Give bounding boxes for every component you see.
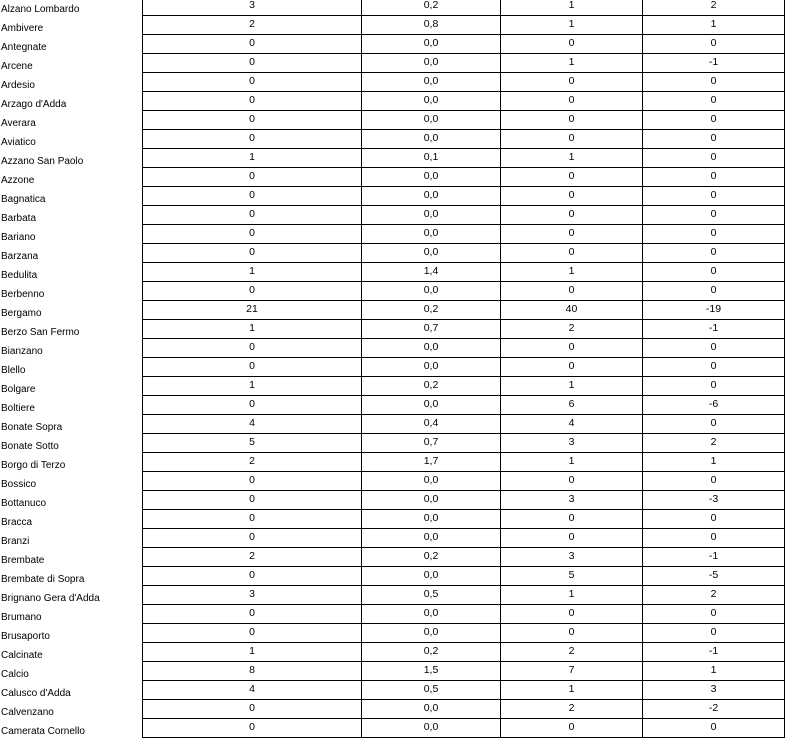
value-cell-1: 3 [142,586,362,605]
value-cell-4: 0 [643,415,785,434]
municipality-name-cell: Barbata [1,213,37,224]
value-cell-1: 0 [142,73,362,92]
value-cell-3: 0 [501,605,643,624]
value-cell-2: 0,2 [362,643,501,662]
value-cell-2: 0,0 [362,491,501,510]
value-cell-4: 1 [643,662,785,681]
municipality-name-cell: Bonate Sopra [1,422,63,433]
value-cell-1: 0 [142,54,362,73]
value-cell-4: 0 [643,339,785,358]
municipality-name-cell: Brignano Gera d'Adda [1,593,100,604]
table-row [0,434,786,453]
value-cell-2: 0,0 [362,244,501,263]
value-cell-2: 0,0 [362,187,501,206]
table-row [0,244,786,263]
value-cell-2: 0,0 [362,567,501,586]
value-cell-1: 0 [142,244,362,263]
table-row [0,73,786,92]
value-cell-3: 3 [501,434,643,453]
value-cell-2: 0,0 [362,168,501,187]
value-cell-2: 0,7 [362,434,501,453]
municipality-name-cell: Camerata Cornello [1,726,85,737]
value-cell-1: 0 [142,510,362,529]
value-cell-4: -1 [643,548,785,567]
value-cell-1: 1 [142,320,362,339]
value-cell-2: 0,0 [362,358,501,377]
value-cell-1: 2 [142,16,362,35]
table-row [0,206,786,225]
value-cell-1: 0 [142,396,362,415]
table-row [0,472,786,491]
table-row [0,339,786,358]
value-cell-1: 21 [142,301,362,320]
table-row [0,415,786,434]
value-cell-2: 1,7 [362,453,501,472]
value-cell-3: 6 [501,396,643,415]
municipality-name-cell: Bossico [1,479,37,490]
value-cell-4: -19 [643,301,785,320]
table-row [0,187,786,206]
value-cell-2: 0,2 [362,301,501,320]
value-cell-1: 0 [142,491,362,510]
value-cell-4: 3 [643,681,785,700]
value-cell-1: 2 [142,453,362,472]
table-row [0,719,786,738]
value-cell-3: 1 [501,377,643,396]
value-cell-3: 0 [501,624,643,643]
municipality-name-cell: Ambivere [1,23,44,34]
municipality-name-cell: Borgo di Terzo [1,460,66,471]
value-cell-3: 5 [501,567,643,586]
value-cell-2: 0,0 [362,529,501,548]
value-cell-2: 0,2 [362,377,501,396]
value-cell-3: 2 [501,700,643,719]
value-cell-2: 0,0 [362,396,501,415]
value-cell-2: 0,7 [362,320,501,339]
value-cell-3: 1 [501,0,643,16]
value-cell-1: 0 [142,339,362,358]
value-cell-4: -5 [643,567,785,586]
value-cell-4: -1 [643,54,785,73]
value-cell-3: 0 [501,358,643,377]
value-cell-2: 0,1 [362,149,501,168]
municipality-name-cell: Berbenno [1,289,45,300]
municipality-name-cell: Brumano [1,612,42,623]
value-cell-2: 0,0 [362,700,501,719]
table-row [0,168,786,187]
municipality-name-cell: Barzana [1,251,39,262]
value-cell-1: 0 [142,225,362,244]
value-cell-3: 0 [501,719,643,738]
value-cell-3: 0 [501,187,643,206]
table-row [0,700,786,719]
value-cell-4: 0 [643,130,785,149]
table-row [0,149,786,168]
value-cell-1: 0 [142,472,362,491]
table-row [0,111,786,130]
value-cell-1: 0 [142,567,362,586]
value-cell-3: 1 [501,681,643,700]
value-cell-4: 1 [643,16,785,35]
table-row [0,510,786,529]
value-cell-1: 0 [142,111,362,130]
value-cell-2: 0,2 [362,0,501,16]
value-cell-4: 2 [643,434,785,453]
table-row [0,377,786,396]
value-cell-4: 2 [643,0,785,16]
table-row [0,643,786,662]
value-cell-2: 0,0 [362,472,501,491]
value-cell-1: 5 [142,434,362,453]
value-cell-1: 1 [142,377,362,396]
value-cell-4: 0 [643,149,785,168]
value-cell-1: 0 [142,282,362,301]
value-cell-3: 1 [501,149,643,168]
value-cell-4: -6 [643,396,785,415]
value-cell-1: 1 [142,149,362,168]
value-cell-3: 0 [501,529,643,548]
value-cell-2: 0,8 [362,16,501,35]
value-cell-3: 0 [501,510,643,529]
value-cell-2: 0,0 [362,339,501,358]
value-cell-3: 1 [501,263,643,282]
value-cell-3: 3 [501,491,643,510]
table-row [0,491,786,510]
value-cell-3: 1 [501,586,643,605]
value-cell-4: 0 [643,111,785,130]
value-cell-3: 0 [501,168,643,187]
municipality-name-cell: Ardesio [1,80,35,91]
municipality-name-cell: Antegnate [1,42,47,53]
value-cell-1: 0 [142,605,362,624]
value-cell-3: 0 [501,73,643,92]
value-cell-3: 2 [501,643,643,662]
municipality-name-cell: Berzo San Fermo [1,327,80,338]
municipality-name-cell: Calvenzano [1,707,54,718]
table-row [0,225,786,244]
value-cell-1: 0 [142,130,362,149]
table-row [0,662,786,681]
table-row [0,35,786,54]
value-cell-3: 0 [501,244,643,263]
value-cell-3: 3 [501,548,643,567]
value-cell-3: 1 [501,16,643,35]
value-cell-4: 0 [643,624,785,643]
value-cell-1: 0 [142,624,362,643]
municipality-name-cell: Bottanuco [1,498,47,509]
value-cell-4: 0 [643,358,785,377]
value-cell-4: 0 [643,529,785,548]
value-cell-1: 0 [142,358,362,377]
municipality-name-cell: Averara [1,118,36,129]
value-cell-1: 1 [142,643,362,662]
value-cell-3: 40 [501,301,643,320]
table-row [0,16,786,35]
municipality-name-cell: Bolgare [1,384,36,395]
value-cell-2: 0,0 [362,35,501,54]
municipality-name-cell: Bianzano [1,346,43,357]
value-cell-4: 0 [643,282,785,301]
value-cell-1: 0 [142,206,362,225]
value-cell-2: 0,4 [362,415,501,434]
value-cell-4: 0 [643,73,785,92]
value-cell-3: 7 [501,662,643,681]
value-cell-3: 1 [501,453,643,472]
table-row [0,130,786,149]
table-row [0,320,786,339]
value-cell-4: 0 [643,605,785,624]
value-cell-4: 0 [643,719,785,738]
value-cell-4: 0 [643,206,785,225]
value-cell-1: 2 [142,548,362,567]
value-cell-4: 0 [643,225,785,244]
table-row [0,0,786,16]
municipality-name-cell: Calcio [1,669,29,680]
value-cell-4: 0 [643,92,785,111]
value-cell-2: 0,0 [362,92,501,111]
value-cell-3: 0 [501,35,643,54]
table-row [0,548,786,567]
value-cell-1: 0 [142,92,362,111]
value-cell-4: 0 [643,35,785,54]
value-cell-3: 0 [501,225,643,244]
value-cell-2: 0,5 [362,586,501,605]
value-cell-3: 4 [501,415,643,434]
municipality-name-cell: Bracca [1,517,33,528]
municipality-name-cell: Calcinate [1,650,43,661]
value-cell-1: 0 [142,700,362,719]
value-cell-4: -1 [643,643,785,662]
value-cell-2: 0,0 [362,111,501,130]
value-cell-3: 2 [501,320,643,339]
value-cell-2: 0,0 [362,73,501,92]
value-cell-1: 0 [142,529,362,548]
value-cell-4: 0 [643,510,785,529]
municipality-name-cell: Azzone [1,175,35,186]
municipality-name-cell: Alzano Lombardo [1,4,80,15]
table-row [0,54,786,73]
value-cell-2: 0,2 [362,548,501,567]
value-cell-2: 0,0 [362,719,501,738]
table-row [0,263,786,282]
municipality-name-cell: Bariano [1,232,36,243]
value-cell-4: -1 [643,320,785,339]
value-cell-1: 8 [142,662,362,681]
table-row [0,396,786,415]
value-cell-4: 0 [643,263,785,282]
value-cell-2: 0,5 [362,681,501,700]
table-row [0,586,786,605]
value-cell-2: 0,0 [362,510,501,529]
municipality-name-cell: Branzi [1,536,30,547]
value-cell-2: 1,5 [362,662,501,681]
value-cell-1: 0 [142,719,362,738]
value-cell-3: 0 [501,130,643,149]
value-cell-1: 3 [142,0,362,16]
value-cell-4: 0 [643,187,785,206]
municipality-name-cell: Aviatico [1,137,36,148]
value-cell-2: 0,0 [362,130,501,149]
value-cell-1: 0 [142,187,362,206]
value-cell-3: 0 [501,111,643,130]
value-cell-3: 0 [501,472,643,491]
value-cell-4: 0 [643,168,785,187]
municipality-name-cell: Bonate Sotto [1,441,59,452]
table-row [0,301,786,320]
value-cell-2: 0,0 [362,624,501,643]
municipality-name-cell: Arzago d'Adda [1,99,67,110]
municipality-name-cell: Brusaporto [1,631,50,642]
value-cell-3: 0 [501,92,643,111]
table-row [0,529,786,548]
value-cell-1: 4 [142,415,362,434]
value-cell-4: -2 [643,700,785,719]
value-cell-3: 0 [501,206,643,225]
municipality-name-cell: Calusco d'Adda [1,688,71,699]
value-cell-3: 0 [501,282,643,301]
value-cell-1: 0 [142,35,362,54]
table-row [0,567,786,586]
municipality-name-cell: Brembate di Sopra [1,574,85,585]
municipality-name-cell: Bedulita [1,270,38,281]
municipality-name-cell: Boltiere [1,403,35,414]
value-cell-2: 0,0 [362,54,501,73]
value-cell-4: 0 [643,244,785,263]
value-cell-2: 1,4 [362,263,501,282]
value-cell-4: -3 [643,491,785,510]
value-cell-4: 2 [643,586,785,605]
value-cell-4: 1 [643,453,785,472]
table-row [0,605,786,624]
value-cell-2: 0,0 [362,206,501,225]
table-row [0,624,786,643]
municipality-name-cell: Arcene [1,61,33,72]
table-row [0,282,786,301]
table-row [0,453,786,472]
municipality-name-cell: Brembate [1,555,45,566]
table-row [0,358,786,377]
value-cell-1: 1 [142,263,362,282]
value-cell-1: 0 [142,168,362,187]
table-row [0,92,786,111]
municipality-name-cell: Blello [1,365,26,376]
municipality-name-cell: Bergamo [1,308,42,319]
value-cell-3: 0 [501,339,643,358]
value-cell-2: 0,0 [362,605,501,624]
value-cell-1: 4 [142,681,362,700]
municipality-name-cell: Azzano San Paolo [1,156,84,167]
value-cell-4: 0 [643,472,785,491]
table-row [0,681,786,700]
value-cell-2: 0,0 [362,225,501,244]
value-cell-3: 1 [501,54,643,73]
value-cell-2: 0,0 [362,282,501,301]
value-cell-4: 0 [643,377,785,396]
municipality-name-cell: Bagnatica [1,194,46,205]
